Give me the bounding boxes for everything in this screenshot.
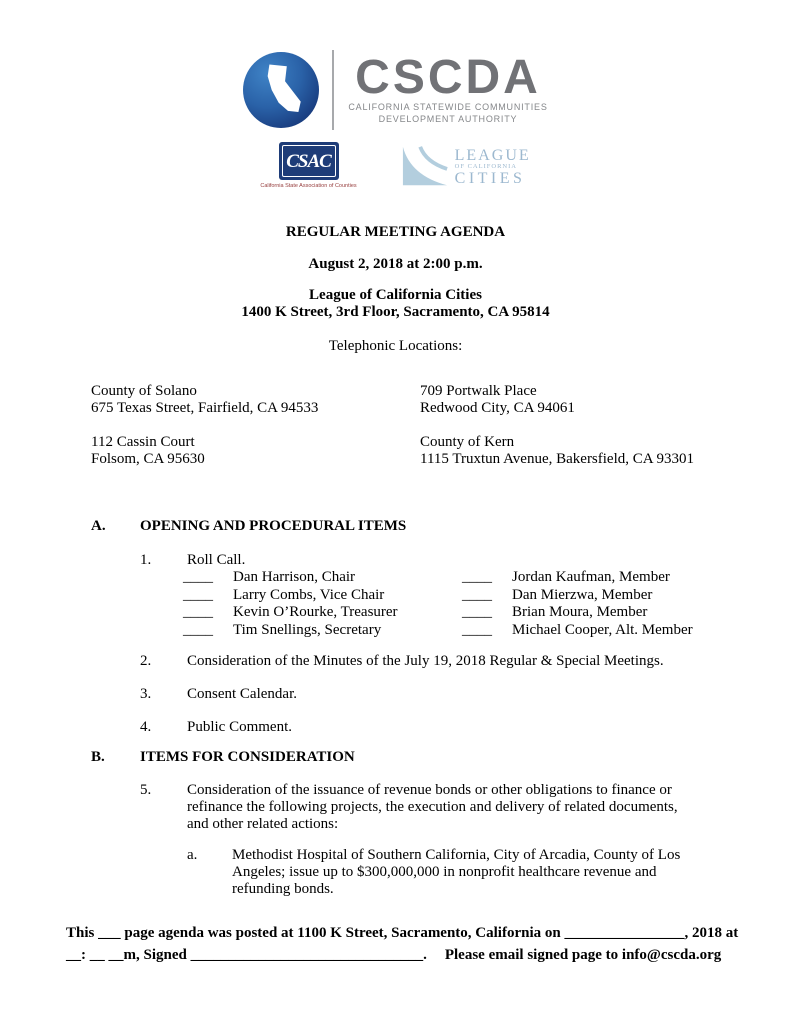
roll-call-entry xyxy=(183,622,462,640)
agenda-title: REGULAR MEETING AGENDA xyxy=(285,224,506,240)
posting-notice xyxy=(66,922,739,966)
item-1-number: 1. xyxy=(140,552,152,568)
league-of-california-cities-logo xyxy=(401,144,531,190)
roll-call-entry xyxy=(183,604,462,622)
location-line: Folsom, CA 95630 xyxy=(91,451,205,467)
roll-call-name: Jordan Kaufman, Member xyxy=(512,569,670,585)
item-5a-text: Methodist Hospital of Southern California, City of Arcadia, County of Los Angeles; issue up to $300,000,000 in nonprofit healthcare revenue and refunding bonds. xyxy=(232,847,681,897)
agenda-item-3 xyxy=(91,686,791,703)
location-line: 709 Portwalk Place xyxy=(420,383,537,399)
league-line3: CITIES xyxy=(454,170,526,187)
location-portwalk xyxy=(420,383,791,417)
roll-call-blank: ____ xyxy=(183,621,213,638)
location-line: 1115 Truxtun Avenue, Bakersfield, CA 93301 xyxy=(420,451,695,467)
csac-caption: California State Association of Counties xyxy=(260,183,357,189)
roll-call-name: Dan Harrison, Chair xyxy=(233,569,356,585)
item-5-number: 5. xyxy=(140,782,152,798)
location-line: Redwood City, CA 94061 xyxy=(420,400,575,416)
partner-logos xyxy=(0,142,791,197)
item-3-number: 3. xyxy=(140,686,152,702)
item-4-text: Public Comment. xyxy=(187,719,292,735)
section-a-letter: A. xyxy=(91,518,106,534)
venue-block xyxy=(0,287,791,321)
title-block xyxy=(0,224,791,355)
location-solano xyxy=(91,383,420,417)
roll-call-name: Kevin O’Rourke, Treasurer xyxy=(233,604,398,620)
league-wordmark xyxy=(455,148,531,186)
agenda-item-1 xyxy=(91,552,791,569)
posting-notice-line2-suffix: Please email signed page to info@cscda.org xyxy=(444,947,722,963)
roll-call-name: Larry Combs, Vice Chair xyxy=(233,586,385,603)
league-line2: OF CALIFORNIA xyxy=(454,163,517,170)
venue-name: League of California Cities xyxy=(309,287,482,303)
location-cassin xyxy=(91,434,420,468)
roll-call-name: Tim Snellings, Secretary xyxy=(233,621,382,638)
csac-logo-inner-border xyxy=(282,145,336,177)
location-line: County of Kern xyxy=(420,434,515,450)
item-3-text: Consent Calendar. xyxy=(187,686,297,702)
section-b-heading xyxy=(91,749,791,766)
roll-call-entry xyxy=(183,587,462,605)
cscda-subtitle-line1: CALIFORNIA STATEWIDE COMMUNITIES xyxy=(348,101,548,112)
telephonic-locations-label: Telephonic Locations: xyxy=(328,338,463,354)
cscda-acronym: CSCDA xyxy=(355,50,541,104)
roll-call-blank: ____ xyxy=(462,621,492,638)
league-swoosh-icon xyxy=(401,144,449,190)
roll-call-entry xyxy=(183,569,462,587)
posting-notice-line2 xyxy=(66,944,735,966)
roll-call-list xyxy=(183,569,791,639)
location-line: 675 Texas Street, Fairfield, CA 94533 xyxy=(91,400,319,416)
roll-call-blank: ____ xyxy=(462,586,492,603)
section-a-title: OPENING AND PROCEDURAL ITEMS xyxy=(140,518,407,534)
cscda-wordmark xyxy=(348,50,548,125)
logo-divider xyxy=(332,50,334,130)
agenda-item-5a xyxy=(91,847,791,898)
roll-call-entry xyxy=(462,587,791,605)
roll-call-blank: ____ xyxy=(462,569,492,585)
roll-call-blank: ____ xyxy=(183,586,213,603)
roll-call-name: Dan Mierzwa, Member xyxy=(512,586,653,603)
location-line: 112 Cassin Court xyxy=(91,434,195,450)
california-globe-icon xyxy=(243,52,319,128)
roll-call-entry xyxy=(462,604,791,622)
location-line: County of Solano xyxy=(91,383,197,399)
agenda-item-5 xyxy=(91,782,791,833)
roll-call-entry xyxy=(462,622,791,640)
csac-logo-box xyxy=(279,142,339,180)
item-2-text: Consideration of the Minutes of the July 19, 2018 Regular & Special Meetings. xyxy=(187,653,664,669)
agenda-item-4 xyxy=(91,719,791,736)
california-state-icon xyxy=(252,61,310,119)
roll-call-blank: ____ xyxy=(183,569,213,585)
roll-call-name: Michael Cooper, Alt. Member xyxy=(512,621,693,638)
telephonic-locations-grid xyxy=(91,383,791,468)
item-1-text: Roll Call. xyxy=(187,552,246,568)
section-b-letter: B. xyxy=(91,749,105,765)
csac-acronym: CSAC xyxy=(286,150,331,172)
cscda-subtitle-line2: DEVELOPMENT AUTHORITY xyxy=(378,113,518,124)
agenda-datetime: August 2, 2018 at 2:00 p.m. xyxy=(308,256,483,272)
item-5a-letter: a. xyxy=(187,847,198,863)
item-4-number: 4. xyxy=(140,719,152,735)
section-a-heading xyxy=(91,518,791,535)
cscda-logo xyxy=(0,0,791,137)
roll-call-entry xyxy=(462,569,791,587)
section-b-title: ITEMS FOR CONSIDERATION xyxy=(140,749,355,765)
location-kern xyxy=(420,434,791,468)
posting-notice-line2-prefix: __: __ __m, Signed _______________________________. xyxy=(66,947,427,963)
league-line1: LEAGUE xyxy=(454,147,531,164)
roll-call-blank: ____ xyxy=(183,604,213,620)
csac-logo xyxy=(260,142,356,189)
roll-call-name: Brian Moura, Member xyxy=(512,604,648,620)
agenda-item-2 xyxy=(91,653,791,670)
venue-address: 1400 K Street, 3rd Floor, Sacramento, CA 95814 xyxy=(241,304,550,320)
roll-call-blank: ____ xyxy=(462,604,492,620)
item-5-text: Consideration of the issuance of revenue bonds or other obligations to finance or refinance the following projects, the execution and delivery of related documents, and other related actions: xyxy=(187,782,678,832)
cscda-logo-lockup xyxy=(243,50,547,130)
item-2-number: 2. xyxy=(140,653,152,669)
posting-notice-line1: This ___ page agenda was posted at 1100 K Street, Sacramento, California on ________________, 2018 at xyxy=(66,925,739,941)
